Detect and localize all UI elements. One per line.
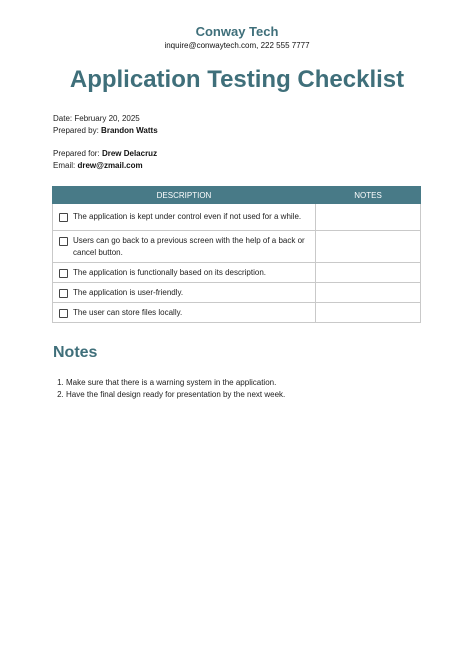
checklist-table [52,186,421,323]
item-description: Users can go back to a previous screen with the help of a back or cancel button. [73,236,305,257]
prepared-for-value: Drew Delacruz [101,149,158,158]
notes-cell[interactable] [316,204,421,231]
item-description: The application is user-friendly. [73,287,184,297]
prepared-for-label: Prepared for: [53,149,100,158]
checkbox[interactable] [59,213,68,222]
company-contact: inquire@conwaytech.com, 222 555 7777 [164,41,310,50]
document-meta-recipient [53,148,157,171]
description-cell [53,283,316,303]
list-item: 2. Have the final design ready for presentation by the next week. [66,389,285,401]
document-title: Application Testing Checklist [69,66,405,93]
date-label: Date: [53,114,73,123]
company-name: Conway Tech [195,24,279,39]
table-row [53,263,421,283]
checkbox[interactable] [59,289,68,298]
table-row [53,283,421,303]
prepared-by-value: Brandon Watts [101,125,158,135]
notes-cell[interactable] [316,283,421,303]
notes-heading: Notes [53,344,98,361]
notes-cell[interactable] [316,303,421,323]
item-description: The application is kept under control even if not used for a while. [73,212,302,222]
prepared-by-line [53,125,158,137]
item-description: The user can store files locally. [73,307,183,317]
description-cell [53,231,316,263]
table-row [53,204,421,231]
description-cell [53,204,316,231]
list-item: 1. Make sure that there is a warning system in the application. [66,377,285,389]
description-cell [53,263,316,283]
notes-list [53,377,285,400]
description-column-header: DESCRIPTION [53,187,316,204]
document-meta-prepared [53,113,158,136]
item-description: The application is functionally based on its description. [73,267,266,277]
notes-cell[interactable] [316,263,421,283]
checkbox[interactable] [59,309,68,318]
notes-column-header: NOTES [316,187,421,204]
checkbox[interactable] [59,269,68,278]
email-line [53,160,157,172]
table-row [53,231,421,263]
prepared-for-line [53,148,157,160]
prepared-by-label: Prepared by: [53,125,99,135]
email-label: Email: [53,160,76,170]
date-line [53,113,158,125]
email-value: drew@zmail.com [77,160,143,170]
date-value: February 20, 2025 [74,114,140,123]
description-cell [53,303,316,323]
table-header-row [53,187,421,204]
checkbox[interactable] [59,237,68,246]
table-row [53,303,421,323]
notes-cell[interactable] [316,231,421,263]
